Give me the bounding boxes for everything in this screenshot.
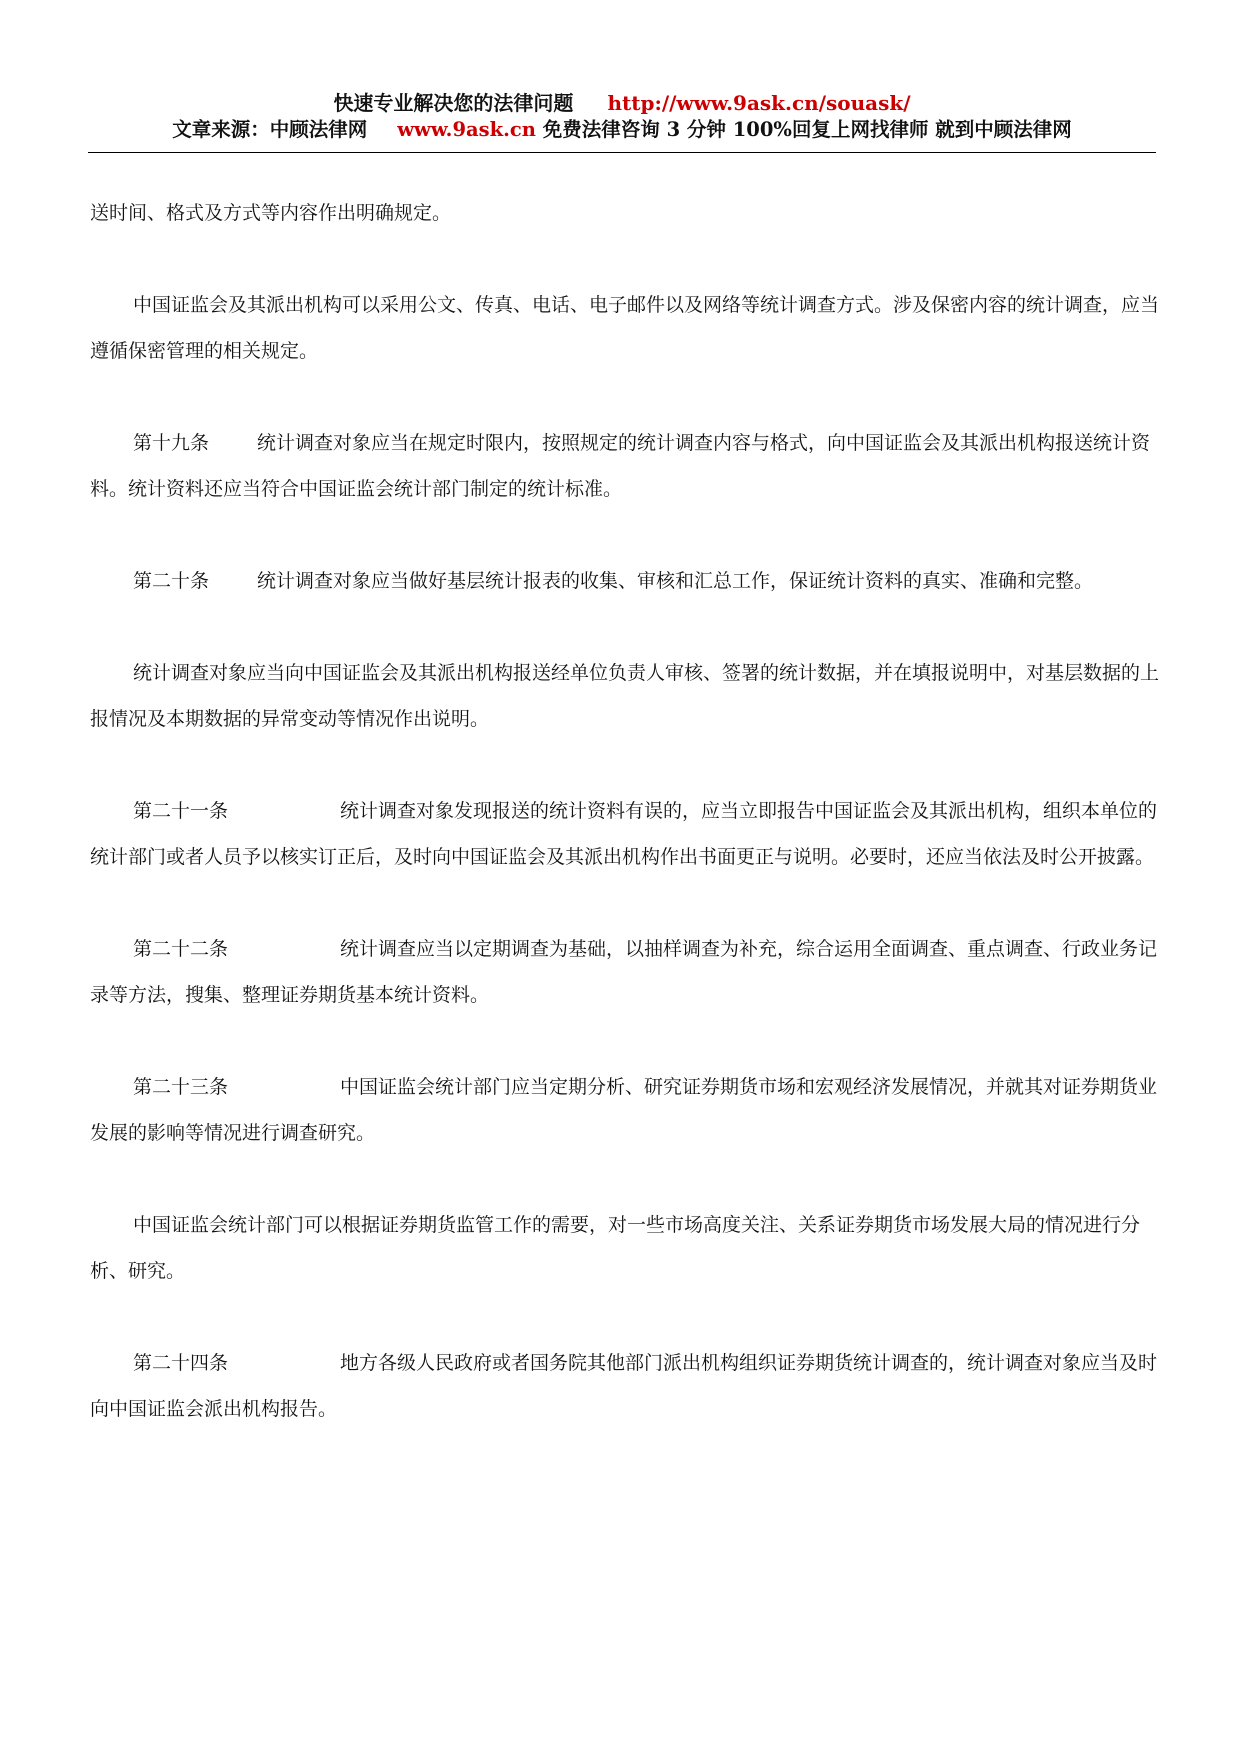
article-paragraph: [90, 926, 1160, 1018]
paragraph-text: 统计调查对象应当做好基层统计报表的收集、审核和汇总工作，保证统计资料的真实、准确和完整。: [257, 570, 1094, 592]
header-line-2: [88, 117, 1156, 143]
paragraph-text: 统计调查应当以定期调查为基础，以抽样调查为补充，综合运用全面调查、重点调查、行政业务记录等方法，搜集、整理证券期货基本统计资料。: [90, 938, 1158, 1006]
paragraph: [90, 190, 1160, 236]
article-number: 第二十二条: [133, 938, 229, 960]
article-paragraph: [90, 420, 1160, 512]
paragraph-text: 地方各级人民政府或者国务院其他部门派出机构组织证券期货统计调查的，统计调查对象应当及时向中国证监会派出机构报告。: [90, 1352, 1158, 1420]
header-line-1: [88, 90, 1156, 116]
article-paragraph: [90, 1064, 1160, 1156]
header-site-link[interactable]: www.9ask.cn: [397, 118, 536, 141]
paragraph-text: 中国证监会统计部门应当定期分析、研究证券期货市场和宏观经济发展情况，并就其对证券期货业发展的影响等情况进行调查研究。: [90, 1076, 1158, 1144]
article-number: 第二十三条: [133, 1076, 229, 1098]
header-url-link[interactable]: http://www.9ask.cn/souask/: [607, 91, 911, 115]
header-source-label: 文章来源：中顾法律网: [172, 118, 368, 141]
paragraph-text: 中国证监会及其派出机构可以采用公文、传真、电话、电子邮件以及网络等统计调查方式。涉及保密内容的统计调查，应当遵循保密管理的相关规定。: [90, 294, 1160, 362]
header-promo: 免费法律咨询 3 分钟 100%回复上网找律师 就到中顾法律网: [542, 118, 1072, 141]
article-number: 第二十条: [133, 570, 210, 592]
article-paragraph: [90, 788, 1160, 880]
article-number: 第二十一条: [133, 800, 229, 822]
article-paragraph: [90, 558, 1160, 604]
article-paragraph: [90, 1340, 1160, 1432]
document-body: [90, 190, 1160, 1432]
paragraph: [90, 282, 1160, 374]
paragraph-text: 统计调查对象发现报送的统计资料有误的，应当立即报告中国证监会及其派出机构，组织本单位的统计部门或者人员予以核实订正后，及时向中国证监会及其派出机构作出书面更正与说明。必要时，还应当依法及时公开披露。: [90, 800, 1158, 868]
page-header: [88, 90, 1156, 153]
paragraph: [90, 1202, 1160, 1294]
header-tagline: 快速专业解决您的法律问题: [333, 91, 574, 115]
paragraph-text: 中国证监会统计部门可以根据证券期货监管工作的需要，对一些市场高度关注、关系证券期货市场发展大局的情况进行分析、研究。: [90, 1214, 1141, 1282]
paragraph-text: 统计调查对象应当在规定时限内，按照规定的统计调查内容与格式，向中国证监会及其派出机构报送统计资料。统计资料还应当符合中国证监会统计部门制定的统计标准。: [90, 432, 1151, 500]
paragraph-text: 统计调查对象应当向中国证监会及其派出机构报送经单位负责人审核、签署的统计数据，并在填报说明中，对基层数据的上报情况及本期数据的异常变动等情况作出说明。: [90, 662, 1160, 730]
article-number: 第十九条: [133, 432, 210, 454]
paragraph-text: 送时间、格式及方式等内容作出明确规定。: [90, 202, 452, 224]
article-number: 第二十四条: [133, 1352, 229, 1374]
paragraph: [90, 650, 1160, 742]
